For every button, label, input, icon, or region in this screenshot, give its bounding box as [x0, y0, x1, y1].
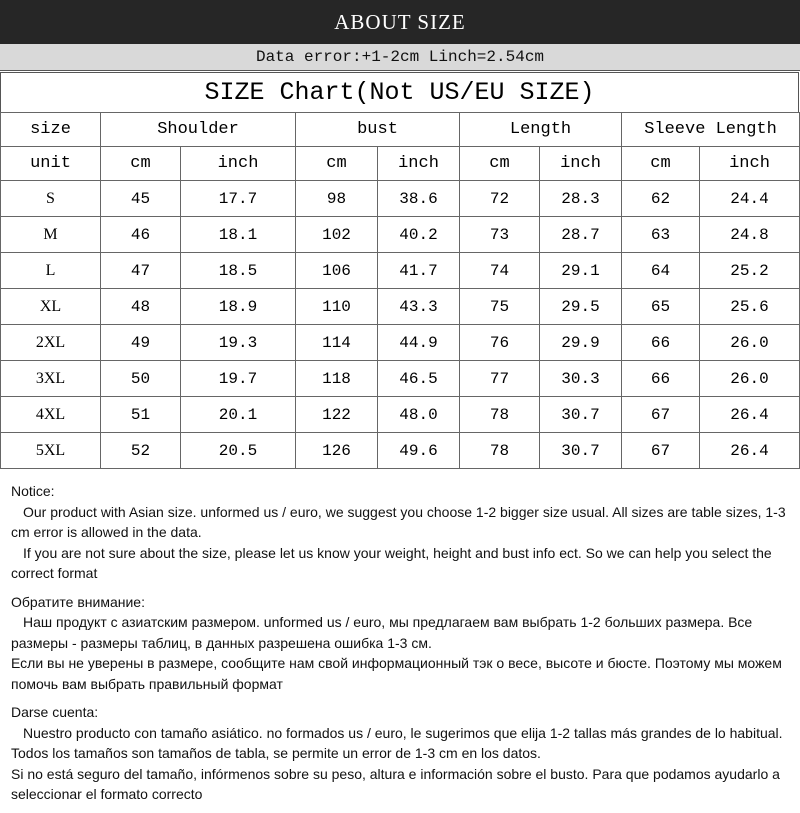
length-cm-cell: 72 [460, 181, 540, 217]
shoulder-column-header: Shoulder [101, 113, 296, 147]
table-row [1, 325, 800, 361]
shoulder-cm-unit: cm [101, 147, 181, 181]
sleeve-cm-cell: 66 [622, 361, 700, 397]
notice-paragraph-ru-2: Если вы не уверены в размере, сообщите нам свой информационный тэк о весе, высоте и бюсте. Поэтому мы можем помочь вам выбрать правильный формат [11, 655, 782, 692]
shoulder-cm-cell: 48 [101, 289, 181, 325]
notice-paragraph-ru-1: Наш продукт с азиатским размером. unformed us / euro, мы предлагаем вам выбрать 1-2 больших размера. Все размеры - размеры таблиц, в данных разрешена ошибка 1-3 см. [11, 614, 753, 651]
sleeve-cm-cell: 63 [622, 217, 700, 253]
sleeve-cm-cell: 62 [622, 181, 700, 217]
sleeve-length-column-header: Sleeve Length [622, 113, 800, 147]
shoulder-inch-cell: 18.9 [181, 289, 296, 325]
size-cell: 2XL [1, 325, 101, 361]
table-row [1, 433, 800, 469]
size-cell: 3XL [1, 361, 101, 397]
notice-spanish [11, 702, 796, 805]
shoulder-inch-cell: 18.1 [181, 217, 296, 253]
bust-cm-cell: 122 [296, 397, 378, 433]
length-cm-cell: 75 [460, 289, 540, 325]
bust-inch-cell: 48.0 [378, 397, 460, 433]
notice-heading-en: Notice: [11, 483, 55, 499]
length-cm-cell: 78 [460, 433, 540, 469]
bust-cm-cell: 98 [296, 181, 378, 217]
bust-inch-cell: 46.5 [378, 361, 460, 397]
length-cm-cell: 73 [460, 217, 540, 253]
length-inch-cell: 29.5 [540, 289, 622, 325]
table-row [1, 289, 800, 325]
length-cm-cell: 76 [460, 325, 540, 361]
size-table-body [1, 113, 800, 469]
length-cm-cell: 74 [460, 253, 540, 289]
sleeve-inch-cell: 24.4 [700, 181, 800, 217]
notice-english [11, 481, 796, 584]
sleeve-inch-cell: 26.0 [700, 361, 800, 397]
bust-cm-cell: 110 [296, 289, 378, 325]
about-size-title [0, 0, 800, 44]
table-header-row [1, 113, 800, 147]
bust-column-header: bust [296, 113, 460, 147]
shoulder-inch-cell: 18.5 [181, 253, 296, 289]
size-chart-title [0, 72, 799, 112]
sleeve-cm-cell: 66 [622, 325, 700, 361]
shoulder-cm-cell: 50 [101, 361, 181, 397]
size-cell: 4XL [1, 397, 101, 433]
bust-inch-cell: 44.9 [378, 325, 460, 361]
notice-paragraph-en-1: Our product with Asian size. unformed us / euro, we suggest you choose 1-2 bigger size usual. All sizes are table sizes, 1-3 cm error is allowed in the data. [11, 503, 786, 540]
sleeve-inch-cell: 25.2 [700, 253, 800, 289]
size-cell: XL [1, 289, 101, 325]
length-inch-cell: 30.7 [540, 397, 622, 433]
bust-cm-cell: 114 [296, 325, 378, 361]
sleeve-cm-cell: 67 [622, 397, 700, 433]
length-inch-cell: 29.1 [540, 253, 622, 289]
shoulder-inch-cell: 20.5 [181, 433, 296, 469]
sleeve-cm-unit: cm [622, 147, 700, 181]
shoulder-cm-cell: 49 [101, 325, 181, 361]
notice-paragraph-es-1: Nuestro producto con tamaño asiático. no formados us / euro, le sugerimos que elija 1-2 tallas más grandes de lo habitual. Todos los tamaños son tamaños de tabla, se permite un error de 1-3 cm en los datos. [11, 724, 783, 761]
table-row [1, 253, 800, 289]
shoulder-inch-cell: 20.1 [181, 397, 296, 433]
bust-cm-cell: 106 [296, 253, 378, 289]
shoulder-inch-cell: 19.7 [181, 361, 296, 397]
length-column-header: Length [460, 113, 622, 147]
sleeve-inch-cell: 26.4 [700, 433, 800, 469]
length-cm-cell: 77 [460, 361, 540, 397]
size-cell: M [1, 217, 101, 253]
length-cm-cell: 78 [460, 397, 540, 433]
shoulder-inch-cell: 19.3 [181, 325, 296, 361]
bust-inch-cell: 41.7 [378, 253, 460, 289]
shoulder-inch-cell: 17.7 [181, 181, 296, 217]
length-inch-cell: 29.9 [540, 325, 622, 361]
notice-section [11, 481, 796, 813]
unit-label: unit [1, 147, 101, 181]
size-cell: L [1, 253, 101, 289]
sleeve-cm-cell: 64 [622, 253, 700, 289]
bust-inch-cell: 43.3 [378, 289, 460, 325]
sleeve-inch-cell: 26.0 [700, 325, 800, 361]
notice-russian [11, 592, 796, 695]
table-row [1, 361, 800, 397]
about-size-title-text: ABOUT SIZE [334, 9, 466, 34]
notice-heading-ru: Обратите внимание: [11, 593, 145, 610]
shoulder-cm-cell: 46 [101, 217, 181, 253]
bust-cm-cell: 118 [296, 361, 378, 397]
shoulder-cm-cell: 45 [101, 181, 181, 217]
bust-cm-cell: 126 [296, 433, 378, 469]
sleeve-cm-cell: 65 [622, 289, 700, 325]
data-error-note-text: Data error:+1-2cm Linch=2.54cm [255, 48, 545, 66]
length-inch-unit: inch [540, 147, 622, 181]
table-unit-row [1, 147, 800, 181]
bust-cm-unit: cm [296, 147, 378, 181]
data-error-note [0, 44, 800, 71]
sleeve-inch-unit: inch [700, 147, 800, 181]
size-chart-title-text: SIZE Chart(Not US/EU SIZE) [204, 78, 595, 107]
notice-paragraph-es-2: Si no está seguro del tamaño, infórmenos sobre su peso, altura e información sobre el busto. Para que podamos ayudarlo a seleccionar el formato correcto [11, 765, 780, 802]
size-table [0, 112, 800, 469]
bust-inch-cell: 49.6 [378, 433, 460, 469]
length-inch-cell: 30.3 [540, 361, 622, 397]
bust-inch-cell: 38.6 [378, 181, 460, 217]
shoulder-cm-cell: 47 [101, 253, 181, 289]
sleeve-inch-cell: 26.4 [700, 397, 800, 433]
shoulder-inch-unit: inch [181, 147, 296, 181]
length-cm-unit: cm [460, 147, 540, 181]
bust-inch-unit: inch [378, 147, 460, 181]
size-cell: S [1, 181, 101, 217]
shoulder-cm-cell: 52 [101, 433, 181, 469]
sleeve-inch-cell: 25.6 [700, 289, 800, 325]
bust-cm-cell: 102 [296, 217, 378, 253]
shoulder-cm-cell: 51 [101, 397, 181, 433]
size-column-header: size [1, 113, 101, 147]
notice-heading-es: Darse cuenta: [11, 704, 99, 720]
notice-paragraph-en-2: If you are not sure about the size, please let us know your weight, height and bust info ect. So we can help you select the correct format [11, 544, 772, 581]
sleeve-inch-cell: 24.8 [700, 217, 800, 253]
sleeve-cm-cell: 67 [622, 433, 700, 469]
table-row [1, 217, 800, 253]
length-inch-cell: 30.7 [540, 433, 622, 469]
length-inch-cell: 28.3 [540, 181, 622, 217]
table-row [1, 397, 800, 433]
bust-inch-cell: 40.2 [378, 217, 460, 253]
size-cell: 5XL [1, 433, 101, 469]
table-row [1, 181, 800, 217]
length-inch-cell: 28.7 [540, 217, 622, 253]
